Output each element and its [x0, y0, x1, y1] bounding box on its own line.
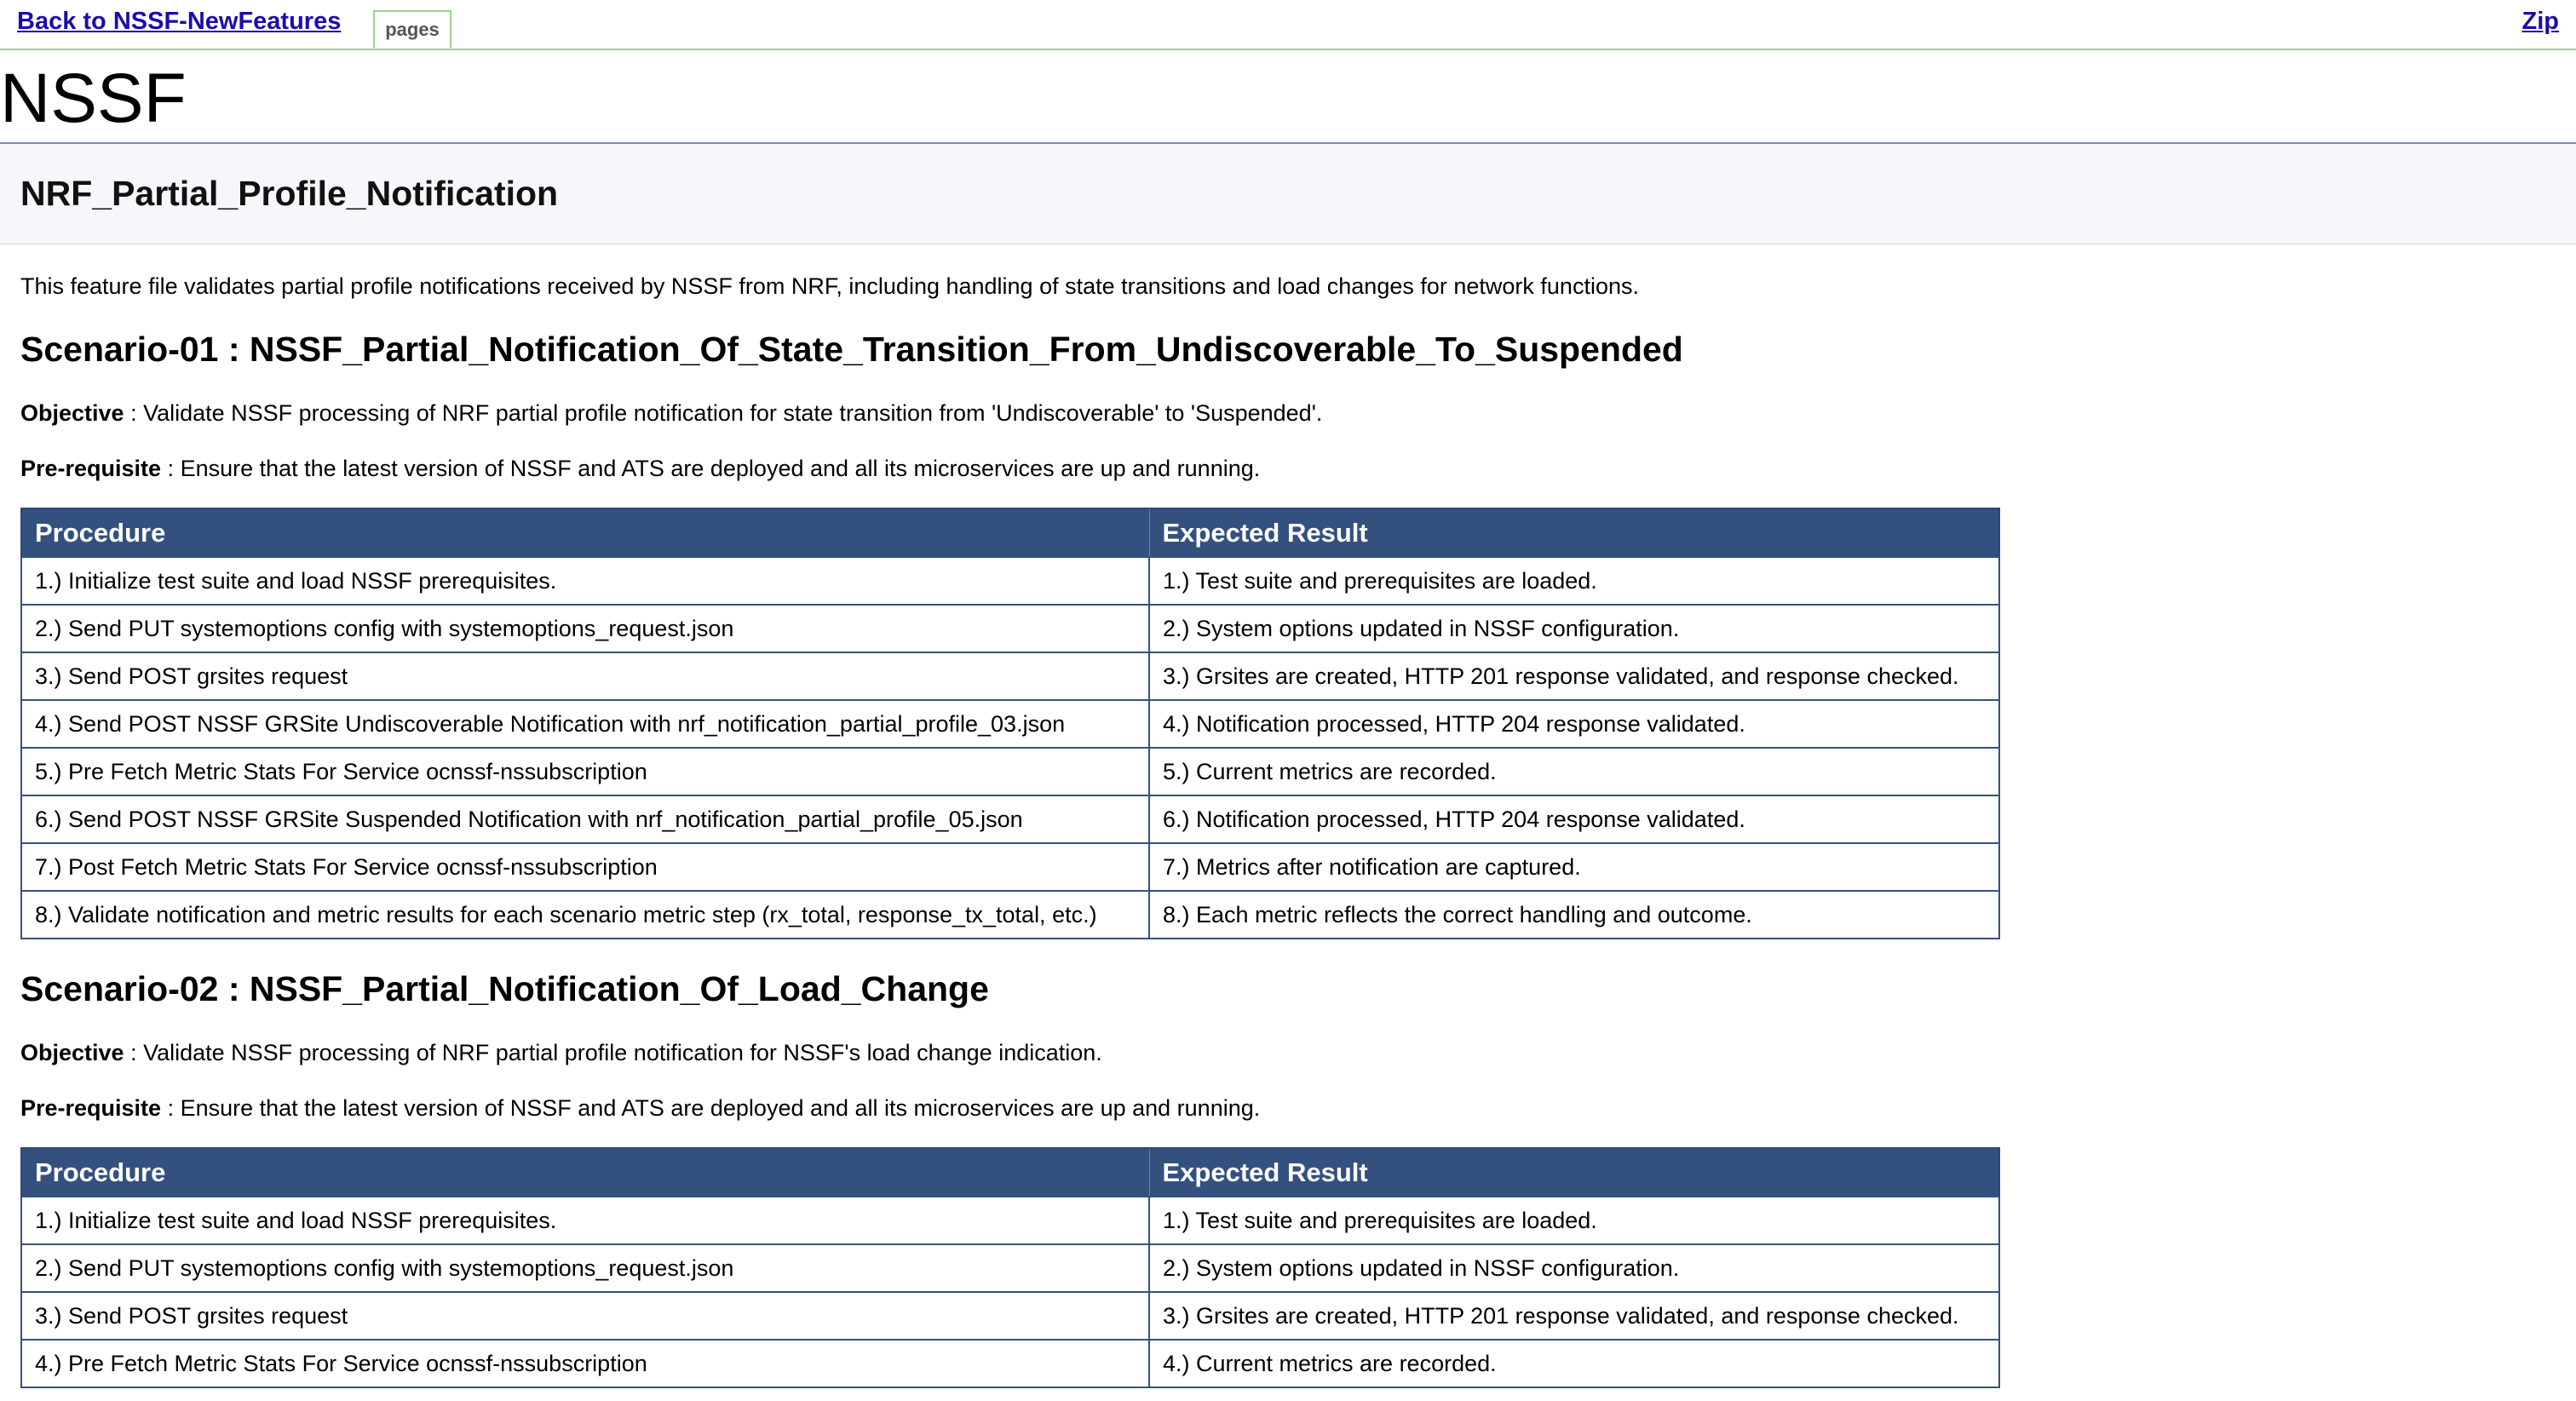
table-header-row: [21, 508, 1999, 557]
procedure-step: 3.) Send POST grsites request: [21, 652, 1149, 700]
scenario-title: Scenario-02 : NSSF_Partial_Notification_Of_Load_Change: [20, 969, 989, 1009]
expected-result: 2.) System options updated in NSSF configuration.: [1149, 1244, 1999, 1292]
table-row: [21, 748, 1999, 795]
expected-result: 8.) Each metric reflects the correct handling and outcome.: [1149, 891, 1999, 939]
expected-result: 1.) Test suite and prerequisites are loaded.: [1149, 1197, 1999, 1244]
table-row: [21, 795, 1999, 843]
table-header-row: [21, 1148, 1999, 1197]
procedure-column-header: Procedure: [21, 508, 1149, 557]
procedure-step: 7.) Post Fetch Metric Stats For Service ocnssf-nssubscription: [21, 843, 1149, 891]
table-row: [21, 1292, 1999, 1340]
expected-result: 4.) Notification processed, HTTP 204 response validated.: [1149, 700, 1999, 748]
procedure-step: 2.) Send PUT systemoptions config with systemoptions_request.json: [21, 605, 1149, 652]
table-row: [21, 1244, 1999, 1292]
table-row: [21, 700, 1999, 748]
scenario-objective: [20, 1039, 2556, 1066]
procedure-step: 1.) Initialize test suite and load NSSF prerequisites.: [21, 1197, 1149, 1244]
procedure-table: [20, 1147, 2000, 1388]
procedure-step: 3.) Send POST grsites request: [21, 1292, 1149, 1340]
procedure-step: 2.) Send PUT systemoptions config with systemoptions_request.json: [21, 1244, 1149, 1292]
expected-result: 3.) Grsites are created, HTTP 201 response validated, and response checked.: [1149, 652, 1999, 700]
table-row: [21, 1197, 1999, 1244]
scenario-prerequisite: [20, 455, 2556, 482]
scenario-objective: [20, 399, 2556, 427]
prerequisite-text: : Ensure that the latest version of NSSF and ATS are deployed and all its microservices are up and running.: [161, 455, 1261, 481]
expected-result: 6.) Notification processed, HTTP 204 response validated.: [1149, 795, 1999, 843]
prerequisite-label: Pre-requisite: [20, 455, 162, 481]
procedure-table: [20, 508, 2000, 939]
feature-content: [0, 273, 2576, 1388]
pages-tab[interactable]: pages: [373, 10, 451, 48]
prerequisite-label: Pre-requisite: [20, 1094, 162, 1121]
back-to-newfeatures-link[interactable]: Back to NSSF-NewFeatures: [17, 8, 342, 35]
objective-text: : Validate NSSF processing of NRF partial profile notification for state transition from 'Undiscoverable' to 'Suspended'.: [124, 399, 1323, 426]
zip-download-link[interactable]: Zip: [2521, 8, 2559, 35]
procedure-step: 6.) Send POST NSSF GRSite Suspended Notification with nrf_notification_partial_profile_05.json: [21, 795, 1149, 843]
procedure-step: 4.) Send POST NSSF GRSite Undiscoverable Notification with nrf_notification_partial_profile_03.json: [21, 700, 1149, 748]
objective-text: : Validate NSSF processing of NRF partial profile notification for NSSF's load change indication.: [124, 1039, 1102, 1065]
procedure-column-header: Procedure: [21, 1148, 1149, 1197]
expected-result: 7.) Metrics after notification are captured.: [1149, 843, 1999, 891]
objective-label: Objective: [20, 399, 124, 426]
prerequisite-text: : Ensure that the latest version of NSSF and ATS are deployed and all its microservices are up and running.: [161, 1094, 1261, 1121]
expected-result: 1.) Test suite and prerequisites are loaded.: [1149, 557, 1999, 605]
site-title: NSSF: [0, 50, 2576, 144]
procedure-step: 5.) Pre Fetch Metric Stats For Service ocnssf-nssubscription: [21, 748, 1149, 795]
table-row: [21, 1340, 1999, 1387]
table-row: [21, 652, 1999, 700]
table-row: [21, 605, 1999, 652]
expected-result-column-header: Expected Result: [1149, 1148, 1999, 1197]
scenario-title: Scenario-01 : NSSF_Partial_Notification_Of_State_Transition_From_Undiscoverable_To_Suspended: [20, 330, 1683, 370]
expected-result-column-header: Expected Result: [1149, 508, 1999, 557]
procedure-step: 4.) Pre Fetch Metric Stats For Service ocnssf-nssubscription: [21, 1340, 1149, 1387]
table-row: [21, 891, 1999, 939]
expected-result: 3.) Grsites are created, HTTP 201 response validated, and response checked.: [1149, 1292, 1999, 1340]
expected-result: 2.) System options updated in NSSF configuration.: [1149, 605, 1999, 652]
expected-result: 4.) Current metrics are recorded.: [1149, 1340, 1999, 1387]
table-row: [21, 557, 1999, 605]
objective-label: Objective: [20, 1039, 124, 1065]
feature-description: This feature file validates partial profile notifications received by NSSF from NRF, including handling of state transitions and load changes for network functions.: [20, 273, 1639, 299]
procedure-step: 1.) Initialize test suite and load NSSF prerequisites.: [21, 557, 1149, 605]
table-row: [21, 843, 1999, 891]
procedure-step: 8.) Validate notification and metric results for each scenario metric step (rx_total, response_tx_total, etc.): [21, 891, 1149, 939]
scenario-prerequisite: [20, 1094, 2556, 1122]
expected-result: 5.) Current metrics are recorded.: [1149, 748, 1999, 795]
top-nav-bar: [0, 0, 2576, 50]
feature-title: NRF_Partial_Profile_Notification: [0, 144, 2576, 244]
